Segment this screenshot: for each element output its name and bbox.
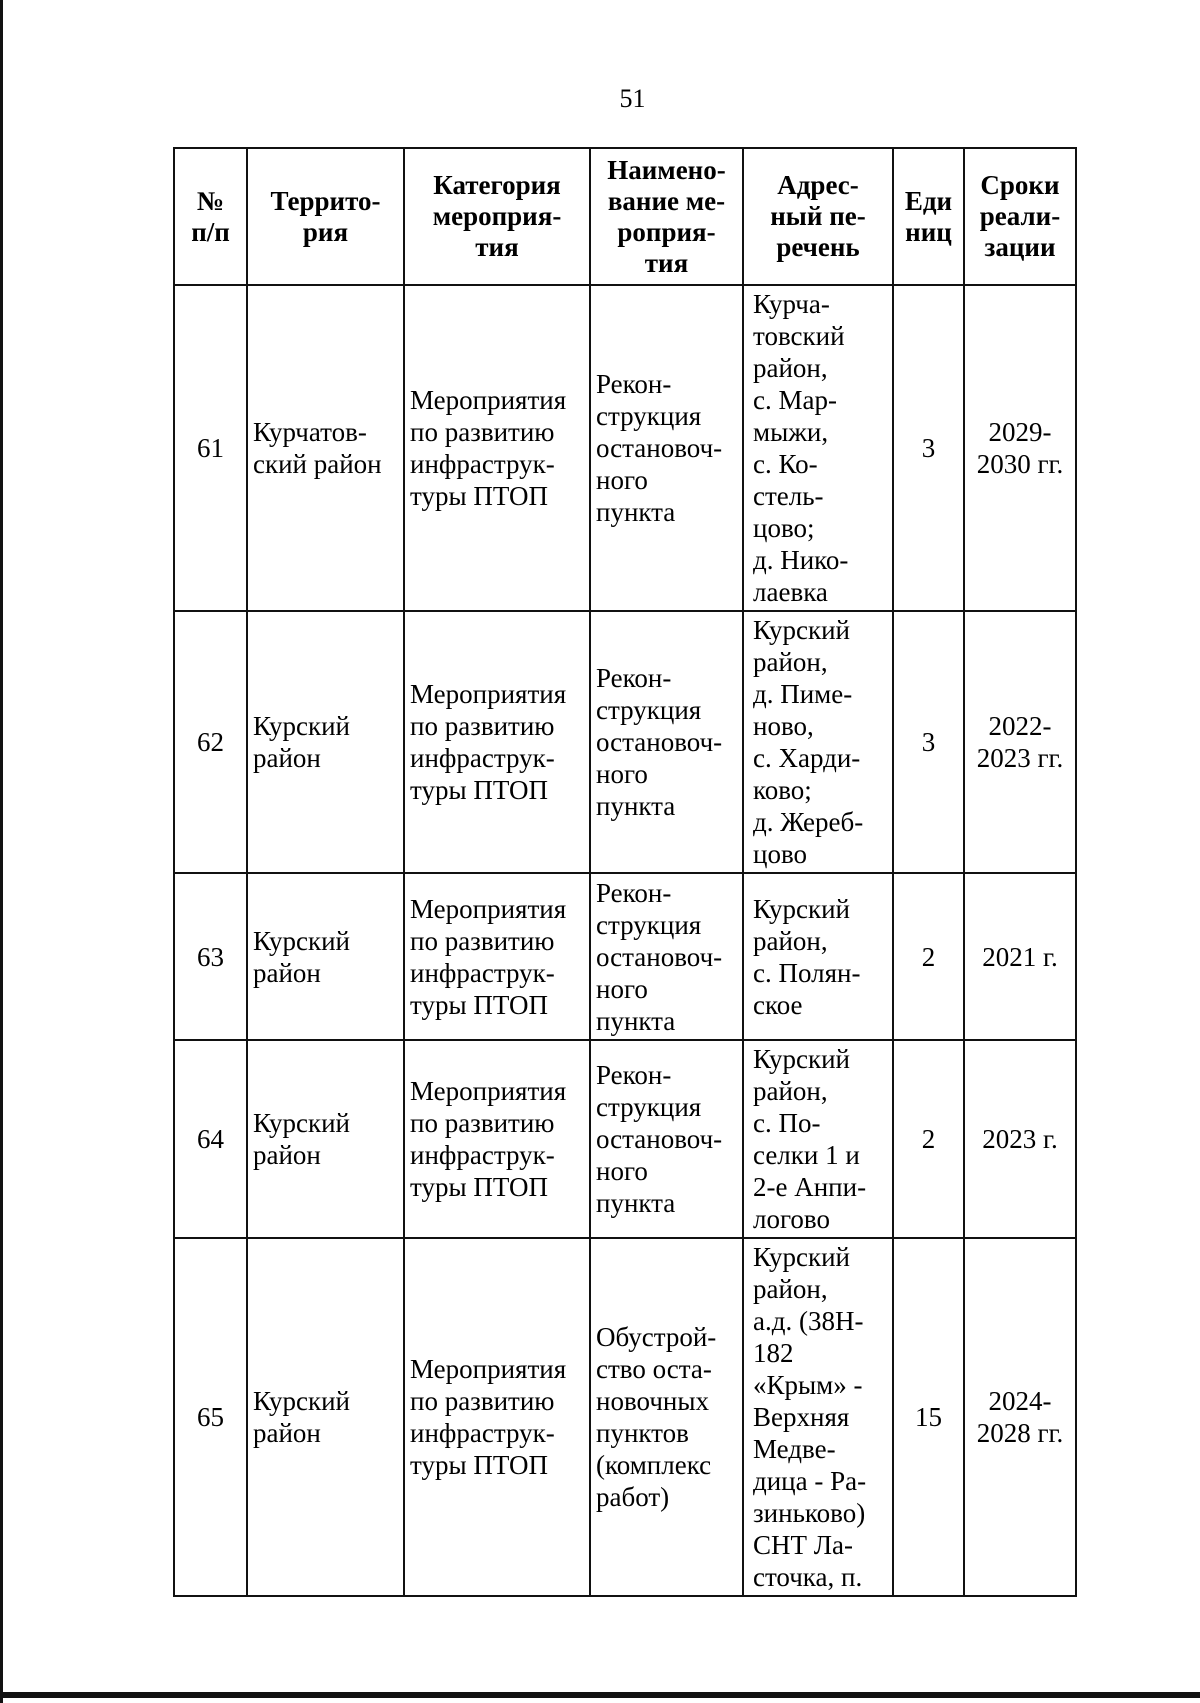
table-row	[174, 873, 1076, 1040]
row-period: 2023 г.	[964, 1040, 1076, 1238]
row-number: 65	[174, 1238, 247, 1596]
row-units: 2	[893, 1040, 964, 1238]
row-territory: Курский район	[247, 1238, 404, 1596]
page-number: 51	[619, 84, 646, 113]
header-territory: Террито- рия	[247, 148, 404, 285]
row-measure-name: Рекон- струкция остановоч- ного пункта	[590, 1040, 743, 1238]
row-period: 2024- 2028 гг.	[964, 1238, 1076, 1596]
row-address: Курча- товский район, с. Мар- мыжи, с. Ко- стель- цово; д. Нико- лаевка	[743, 285, 893, 611]
row-measure-name: Рекон- струкция остановоч- ного пункта	[590, 285, 743, 611]
row-number: 62	[174, 611, 247, 873]
row-address: Курский район, д. Пиме- ново, с. Харди- ково; д. Жереб- цово	[743, 611, 893, 873]
row-measure-name: Обустрой- ство оста- новочных пунктов (комплекс работ)	[590, 1238, 743, 1596]
header-address-list: Адрес- ный пе- речень	[743, 148, 893, 285]
row-territory: Курский район	[247, 1040, 404, 1238]
table-row	[174, 285, 1076, 611]
row-units: 15	[893, 1238, 964, 1596]
row-address: Курский район, с. Полян- ское	[743, 873, 893, 1040]
row-category: Мероприятия по развитию инфраструк- туры ПТОП	[404, 1040, 590, 1238]
row-territory: Курский район	[247, 611, 404, 873]
scan-edge-left	[0, 0, 3, 1703]
header-units: Еди ниц	[893, 148, 964, 285]
row-period: 2029- 2030 гг.	[964, 285, 1076, 611]
row-measure-name: Рекон- струкция остановоч- ного пункта	[590, 611, 743, 873]
row-period: 2022- 2023 гг.	[964, 611, 1076, 873]
row-territory: Курский район	[247, 873, 404, 1040]
header-number: № п/п	[174, 148, 247, 285]
row-address: Курский район, с. По- селки 1 и 2-е Анпи- логово	[743, 1040, 893, 1238]
measures-table	[173, 147, 1077, 1597]
row-category: Мероприятия по развитию инфраструк- туры ПТОП	[404, 1238, 590, 1596]
header-category: Категория мероприя- тия	[404, 148, 590, 285]
row-territory: Курчатов- ский район	[247, 285, 404, 611]
row-category: Мероприятия по развитию инфраструк- туры ПТОП	[404, 611, 590, 873]
row-period: 2021 г.	[964, 873, 1076, 1040]
row-units: 3	[893, 285, 964, 611]
row-measure-name: Рекон- струкция остановоч- ного пункта	[590, 873, 743, 1040]
table-header-row	[174, 148, 1076, 285]
header-measure-name: Наимено- вание ме- роприя- тия	[590, 148, 743, 285]
row-number: 61	[174, 285, 247, 611]
table-row	[174, 1238, 1076, 1596]
row-number: 63	[174, 873, 247, 1040]
row-units: 3	[893, 611, 964, 873]
row-category: Мероприятия по развитию инфраструк- туры ПТОП	[404, 285, 590, 611]
table-row	[174, 1040, 1076, 1238]
row-number: 64	[174, 1040, 247, 1238]
row-address: Курский район, а.д. (38Н- 182 «Крым» - Верхняя Медве- дица - Ра- зиньково) СНТ Ла- сточка, п.	[743, 1238, 893, 1596]
header-period: Сроки реали- зации	[964, 148, 1076, 285]
table-row	[174, 611, 1076, 873]
row-category: Мероприятия по развитию инфраструк- туры ПТОП	[404, 873, 590, 1040]
row-units: 2	[893, 873, 964, 1040]
scan-edge-bottom	[0, 1692, 1200, 1698]
